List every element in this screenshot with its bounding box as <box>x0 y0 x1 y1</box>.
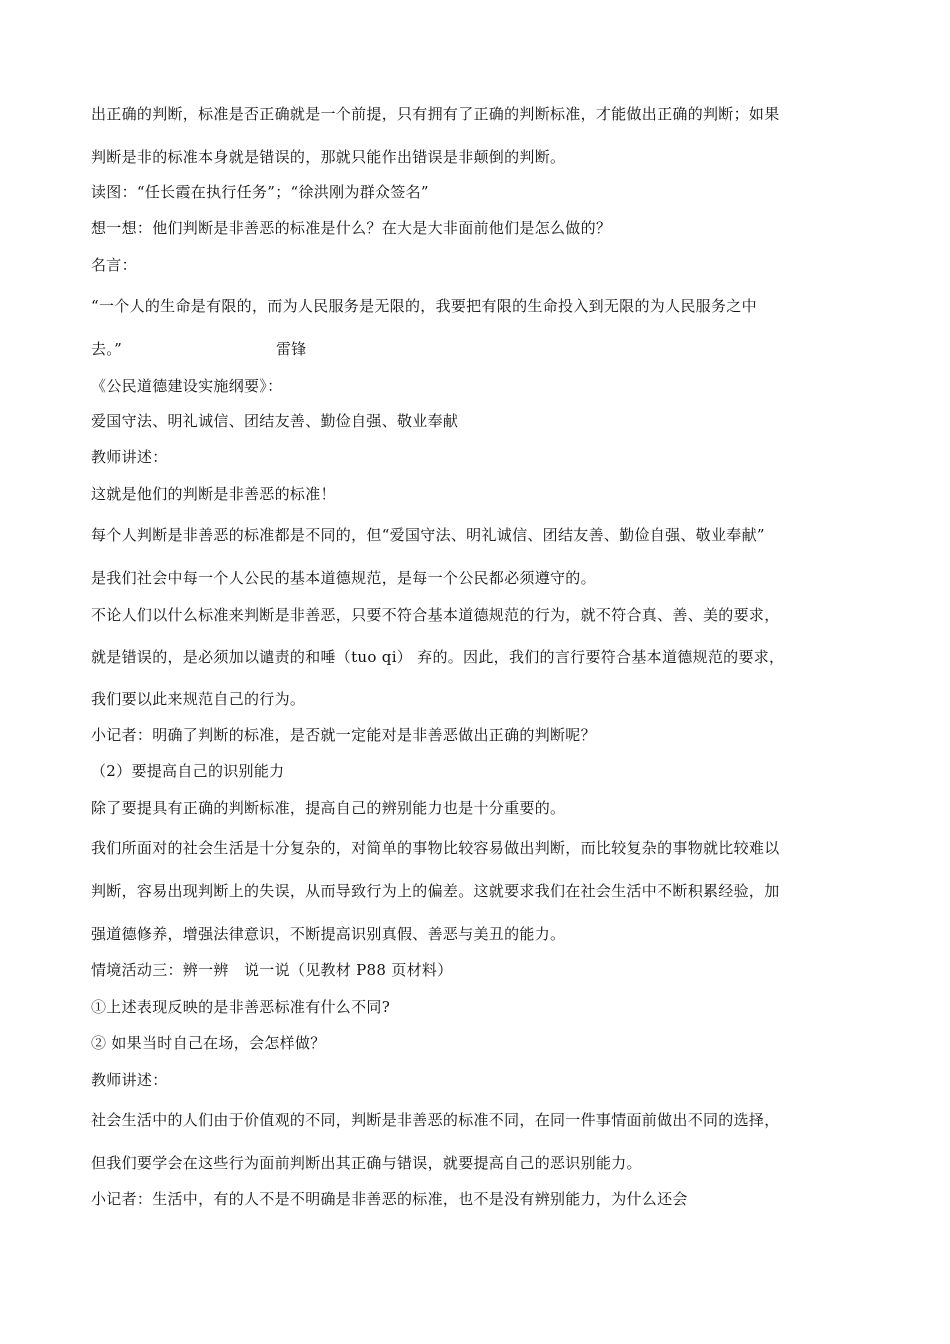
text-line-22: 强道德修养，增强法律意识，不断提高识别真假、善恶与美丑的能力。 <box>91 925 566 943</box>
text-line-10: 教师讲述： <box>91 448 168 466</box>
text-line-1: 出正确的判断，标准是否正确就是一个前提，只有拥有了正确的判断标准，才能做出正确的判断；如果 <box>91 105 780 123</box>
text-line-29: 小记者：生活中，有的人不是不明确是非善恶的标准，也不是没有辨别能力，为什么还会 <box>91 1190 688 1208</box>
text-line-15: 就是错误的，是必须加以谴责的和唾（tuo qi） 弃的。因此，我们的言行要符合基本道德规范的要求， <box>91 648 785 666</box>
text-line-20: 我们所面对的社会生活是十分复杂的，对简单的事物比较容易做出判断，而比较复杂的事物就比较难以 <box>91 839 780 857</box>
text-line-16: 我们要以此来规范自己的行为。 <box>91 690 306 708</box>
text-line-2: 判断是非的标准本身就是错误的，那就只能作出错误是非颠倒的判断。 <box>91 148 566 166</box>
text-line-7 <box>91 339 491 359</box>
text-line-8: 《公民道德建设实施纲要》： <box>91 377 283 395</box>
text-line-3: 读图：“任长霞在执行任务”；“徐洪刚为群众签名” <box>91 183 429 201</box>
quote-end: 去。” <box>91 340 123 358</box>
text-line-23: 情境活动三：辨一辨 说一说（见教材 P88 页材料） <box>91 961 453 979</box>
text-line-14: 不论人们以什么标准来判断是非善恶，只要不符合基本道德规范的行为，就不符合真、善、美的要求， <box>91 606 780 624</box>
text-line-27: 社会生活中的人们由于价值观的不同，判断是非善恶的标准不同，在同一件事情面前做出不同的选择， <box>91 1111 780 1129</box>
text-line-24: ①上述表现反映的是非善恶标准有什么不同? <box>91 998 391 1016</box>
text-line-9: 爱国守法、明礼诚信、团结友善、勤俭自强、敬业奉献 <box>91 412 459 430</box>
text-line-5: 名言： <box>91 256 137 274</box>
text-line-28: 但我们要学会在这些行为面前判断出其正确与错误，就要提高自己的恶识别能力。 <box>91 1154 642 1172</box>
text-line-6: “一个人的生命是有限的，而为人民服务是无限的，我要把有限的生命投入到无限的为人民服务之中 <box>91 297 757 315</box>
text-line-13: 是我们社会中每一个人公民的基本道德规范，是每一个公民都必须遵守的。 <box>91 569 596 587</box>
text-line-4: 想一想：他们判断是非善恶的标准是什么？在大是大非面前他们是怎么做的？ <box>91 219 612 237</box>
text-line-18: （2）要提高自己的识别能力 <box>91 762 285 780</box>
text-line-21: 判断，容易出现判断上的失误，从而导致行为上的偏差。这就要求我们在社会生活中不断积累经验，加 <box>91 882 780 900</box>
text-line-12: 每个人判断是非善恶的标准都是不同的，但“爱国守法、明礼诚信、团结友善、勤俭自强、敬业奉献” <box>91 526 765 544</box>
text-line-19: 除了要提具有正确的判断标准，提高自己的辨别能力也是十分重要的。 <box>91 799 566 817</box>
text-line-26: 教师讲述： <box>91 1071 168 1089</box>
text-line-11: 这就是他们的判断是非善恶的标准！ <box>91 485 336 503</box>
quote-author: 雷锋 <box>276 340 307 358</box>
text-line-25: ② 如果当时自己在场，会怎样做？ <box>91 1034 326 1052</box>
text-line-17: 小记者：明确了判断的标准，是否就一定能对是非善恶做出正确的判断呢？ <box>91 726 596 744</box>
